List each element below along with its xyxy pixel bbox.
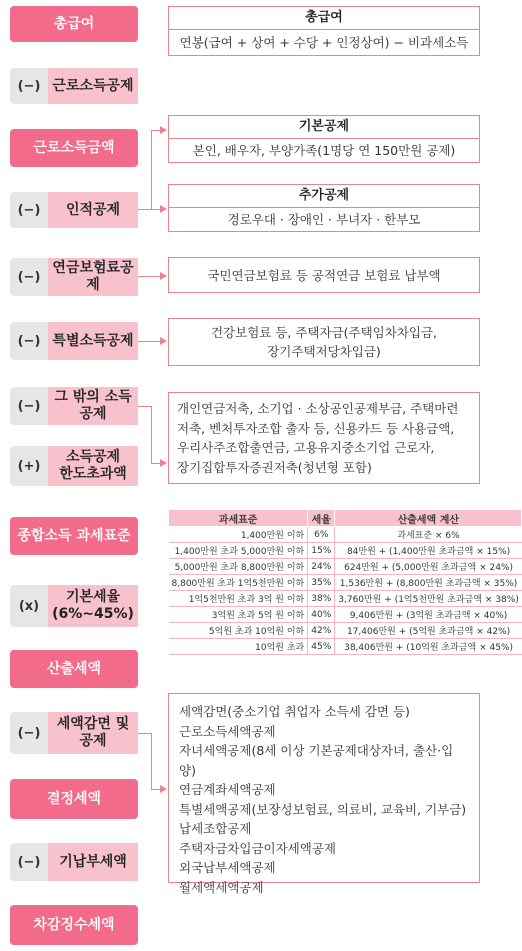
table-row (169, 575, 522, 591)
table-row (169, 591, 522, 607)
calculation-cell: 17,406만원 + (5억원 초과금액 × 42%) (335, 623, 522, 639)
minus-sign: (−) (17, 202, 41, 218)
tax-credit-line1: 세액감면 및 (56, 716, 130, 733)
rate-cell: 24% (308, 559, 335, 575)
tax-credit-label (48, 712, 138, 754)
special-box-text (169, 319, 479, 365)
total-salary-box-body: 연봉(급여 + 상여 + 수당 + 인정상여) − 비과세소득 (179, 35, 469, 50)
other-deduction-text (169, 393, 479, 483)
table-row (169, 623, 522, 639)
calculation-cell: 3,760만원 + (1억5천만원 초과금액 × 38%) (335, 591, 522, 607)
arrow-right-icon (160, 272, 167, 280)
rate-cell: 35% (308, 575, 335, 591)
minus-sign: (−) (17, 333, 41, 349)
basic-rate-line1: 기본세율 (65, 589, 121, 606)
earned-income-deduction-row (10, 68, 138, 104)
pension-box-text: 국민연금보험료 등 공적연금 보험료 납부액 (207, 267, 441, 283)
list-item: 월세액세액공제 (179, 879, 264, 895)
personal-deduction-label: 인적공제 (48, 192, 138, 228)
other-deduction-label: 그 밖의 소득공제 (48, 387, 138, 425)
minus-sign: (−) (17, 398, 41, 414)
tax-base-cell: 1,400만원 이하 (169, 527, 308, 543)
minus-sign: (−) (17, 725, 41, 741)
special-line1: 건강보험료 등, 주택자금(주택임차차입금, (210, 325, 438, 340)
basic-deduction-title: 기본공제 (169, 116, 479, 139)
list-item: 연금계좌세액공제 (179, 782, 276, 797)
calculation-cell: 9,406만원 + (3억원 초과금액 × 40%) (335, 607, 522, 623)
total-salary-box (168, 6, 480, 56)
pension-deduction-label: 연금보험료공제 (48, 258, 138, 296)
header-calculation: 산출세액 계산 (335, 510, 522, 527)
basic-rate-line2: (6%∼45%) (52, 606, 134, 622)
rate-cell: 45% (308, 639, 335, 655)
table-row (169, 607, 522, 623)
table-row (169, 559, 522, 575)
tax-base-cell: 1억5천만원 초과 3억 원 이하 (169, 591, 308, 607)
connector-line (151, 733, 152, 790)
list-item: 주택자금차입금이자세액공제 (179, 840, 336, 856)
arrow-right-icon (160, 337, 167, 345)
tax-base-cell: 5억원 초과 10억원 이하 (169, 623, 308, 639)
tax-base-cell: 1,400만원 초과 5,000만원 이하 (169, 543, 308, 559)
other-deduction-row (10, 387, 138, 425)
tax-base-cell: 3억원 초과 5억 원 이하 (169, 607, 308, 623)
arrow-right-icon (160, 126, 167, 134)
calculation-cell: 84만원 + (1,400만원 초과금액 × 15%) (335, 543, 522, 559)
additional-deduction-box (168, 184, 480, 232)
total-salary-label: 총급여 (10, 6, 138, 42)
final-tax-label: 차감징수세액 (10, 905, 138, 945)
excess-limit-line1: 소득공제 (65, 449, 121, 466)
tax-rate-table (168, 509, 522, 655)
connector-line (138, 276, 160, 277)
list-item: 자녀세액공제(8세 이상 기본공제대상자녀, 출산·입양) (179, 743, 454, 778)
list-item: 외국납부세액공제 (179, 860, 276, 875)
header-tax-base: 과세표준 (169, 510, 308, 527)
additional-deduction-body: 경로우대 · 장애인 · 부녀자 · 한부모 (227, 212, 421, 227)
tax-base-cell: 8,800만원 초과 1억5천만원 이하 (169, 575, 308, 591)
tax-base-label: 종합소득 과세표준 (10, 517, 138, 555)
rate-cell: 40% (308, 607, 335, 623)
basic-rate-row (10, 585, 138, 627)
excess-limit-line2: 한도초과액 (59, 466, 127, 482)
prepaid-tax-label: 기납부세액 (48, 843, 138, 881)
excess-limit-label (48, 446, 138, 486)
connector-line (151, 130, 152, 210)
list-item: 근로소득세액공제 (179, 723, 276, 739)
calculation-cell: 과세표준 × 6% (335, 527, 522, 543)
minus-sign: (−) (17, 854, 41, 870)
connector-line (138, 406, 152, 407)
arrow-right-icon (160, 205, 167, 213)
basic-rate-label (48, 585, 138, 627)
pension-deduction-row (10, 258, 138, 296)
minus-sign: (−) (17, 269, 41, 285)
calculation-cell: 1,536만원 + (8,800만원 초과금액 × 35%) (335, 575, 522, 591)
tax-credit-list (169, 694, 479, 905)
other-line2: 저축, 벤처투자조합 출자 등, 신용카드 등 사용금액, (177, 420, 455, 436)
total-salary-box-title: 총급여 (169, 7, 479, 30)
connector-line (138, 209, 152, 210)
personal-deduction-row (10, 192, 138, 228)
other-line4: 장기집합투자증권저축(청년형 포함) (177, 459, 372, 475)
tax-credit-line2: 공제 (79, 733, 107, 749)
other-deduction-box (168, 392, 480, 484)
additional-deduction-title: 추가공제 (169, 185, 479, 208)
pension-box (168, 257, 480, 293)
connector-line (151, 406, 152, 464)
list-item: 납세조합공제 (179, 821, 252, 836)
earned-income-amount-label: 근로소득금액 (10, 129, 138, 167)
excess-limit-row (10, 446, 138, 486)
special-deduction-row (10, 322, 138, 360)
rate-cell: 6% (308, 527, 335, 543)
connector-line (138, 733, 152, 734)
connector-line (138, 341, 160, 342)
calculated-tax-label: 산출세액 (10, 650, 138, 688)
multiply-sign: (x) (18, 598, 40, 614)
basic-deduction-box (168, 115, 480, 163)
header-rate: 세율 (308, 510, 335, 527)
calculation-cell: 624만원 + (5,000만원 초과금액 × 24%) (335, 559, 522, 575)
rate-cell: 15% (308, 543, 335, 559)
other-line1: 개인연금저축, 소기업 · 소상공인공제부금, 주택마련 (177, 401, 459, 416)
special-line2: 장기주택저당차입금) (267, 344, 381, 359)
calculation-cell: 38,406만원 + (10억원 초과금액 × 45%) (335, 639, 522, 655)
rate-cell: 38% (308, 591, 335, 607)
list-item: 세액감면(중소기업 취업자 소득세 감면 등) (179, 704, 410, 719)
table-row (169, 639, 522, 655)
tax-credit-box (168, 693, 480, 895)
other-line3: 우리사주조합출연금, 고용유지중소기업 근로자, (177, 440, 435, 455)
table-row (169, 543, 522, 559)
special-box (168, 318, 480, 366)
earned-income-deduction-label: 근로소득공제 (48, 68, 138, 104)
determined-tax-label: 결정세액 (10, 779, 138, 819)
tax-base-cell: 10억원 초과 (169, 639, 308, 655)
table-row (169, 527, 522, 543)
minus-sign: (−) (17, 78, 41, 94)
tax-base-cell: 5,000만원 초과 8,800만원 이하 (169, 559, 308, 575)
table-header-row (169, 510, 522, 527)
plus-sign: (+) (17, 458, 41, 474)
basic-deduction-body: 본인, 배우자, 부양가족(1명당 연 150만원 공제) (192, 143, 456, 158)
tax-credit-row (10, 712, 138, 754)
special-deduction-label: 특별소득공제 (48, 322, 138, 360)
arrow-right-icon (160, 459, 167, 467)
arrow-right-icon (160, 785, 167, 793)
list-item: 특별세액공제(보장성보험료, 의료비, 교육비, 기부금) (179, 801, 467, 817)
rate-cell: 42% (308, 623, 335, 639)
prepaid-tax-row (10, 843, 138, 881)
